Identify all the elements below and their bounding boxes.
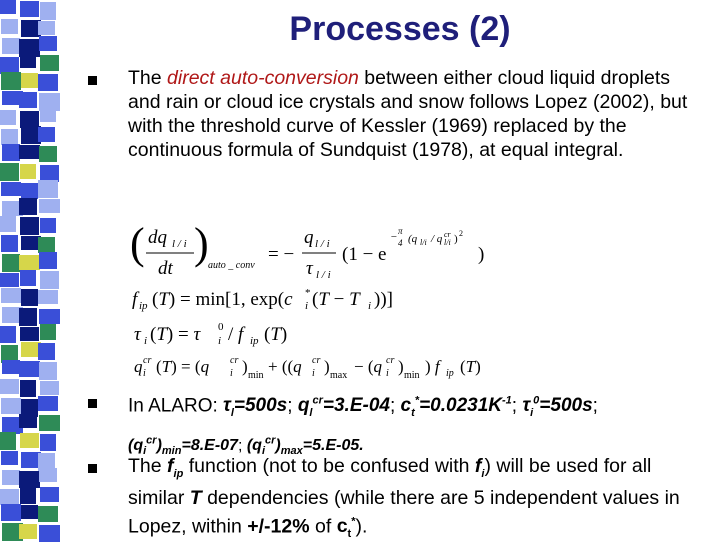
stripe-square	[20, 270, 36, 286]
stripe-square	[1, 451, 18, 465]
stripe-square	[19, 198, 37, 215]
stripe-square	[1, 129, 18, 145]
stripe-square	[39, 146, 57, 162]
stripe-square	[2, 470, 20, 485]
stripe-square	[38, 343, 55, 360]
stripe-square	[0, 110, 16, 125]
stripe-square	[38, 290, 58, 304]
stripe-square	[21, 289, 38, 306]
eq1-exp-close: )	[454, 233, 458, 245]
stripe-square	[40, 487, 59, 502]
eq1-equals: = −	[268, 244, 295, 265]
stripe-square	[38, 396, 58, 411]
stripe-square	[20, 380, 36, 397]
stripe-square	[0, 432, 16, 450]
eq1-dq: dq	[148, 227, 167, 248]
stripe-square	[20, 217, 39, 235]
eq1-q: q	[304, 227, 314, 248]
eq2-f-sub: ip	[139, 300, 148, 312]
eq1-auto-sub: auto _ conv	[208, 260, 255, 271]
bullet-1-highlight: direct auto-conversion	[167, 67, 359, 89]
eq3-tau0-sub: i	[218, 335, 222, 347]
stripe-square	[0, 489, 19, 505]
stripe-square	[20, 486, 36, 504]
stripe-square	[19, 524, 37, 539]
eq2-t-sub: i	[368, 300, 372, 312]
equations-block	[128, 216, 518, 386]
stripe-square	[39, 525, 60, 542]
eq4-ip: ip	[446, 368, 454, 379]
eq1-tail: (1 − e	[342, 244, 387, 265]
eq1-exp-pi: π	[398, 226, 403, 236]
eq4-max: max	[330, 370, 348, 381]
eq2-star: *	[305, 287, 311, 299]
stripe-square	[38, 506, 58, 522]
eq4-i4: i	[386, 368, 389, 379]
stripe-square	[1, 182, 21, 196]
eq4-min2: min	[404, 370, 420, 381]
eq1-dt: dt	[158, 258, 173, 279]
stripe-square	[20, 433, 39, 448]
bullet-3-text: The $f_{ip}$ function (not to be confused with $f_i$) will be used for all similar T dependencies (while there are 5 independent values in Lopez, within +/-12% of $c_t^*$).	[128, 455, 680, 541]
stripe-square	[39, 199, 60, 213]
stripe-square	[0, 379, 19, 394]
eq4-p2: )	[242, 357, 248, 376]
stripe-square	[0, 216, 16, 232]
bullet-marker	[88, 399, 97, 408]
stripe-square	[2, 360, 20, 374]
eq4-cr3: cr	[312, 355, 321, 366]
bullet-1-text	[128, 66, 688, 162]
eq2-close: ))]	[374, 289, 393, 310]
eq4-q: q	[134, 357, 143, 376]
stripe-square	[19, 414, 37, 428]
stripe-square	[2, 254, 20, 272]
stripe-square	[0, 163, 19, 181]
slide-title	[0, 10, 720, 49]
bullet-2-line-2: $(q_i^{cr})_{min}=8.E-07$; $(q_i^{cr})_{max}=5.E-05$.	[128, 435, 364, 458]
stripe-square	[40, 271, 59, 289]
stripe-square	[38, 180, 58, 198]
eq1-exp-qcr-sub: l/i	[444, 238, 451, 247]
stripe-square	[38, 127, 55, 142]
eq3-f-sub: ip	[250, 335, 259, 347]
eq4-body: (T) = (q	[156, 357, 210, 376]
stripe-square	[1, 288, 21, 303]
eq1-q-sub: l / i	[315, 238, 330, 250]
eq4-p7: ) f	[425, 357, 440, 376]
stripe-square	[38, 74, 58, 91]
stripe-square	[40, 55, 59, 71]
stripe-square	[39, 252, 57, 269]
eq1-exp-4: 4	[398, 238, 403, 248]
eq1-exp-qcr: / q	[431, 233, 443, 245]
eq2-c-sub: i	[305, 300, 309, 312]
eq4-cr4: cr	[386, 355, 395, 366]
bullet-marker	[88, 464, 97, 473]
stripe-square	[20, 164, 36, 179]
stripe-square	[40, 108, 56, 122]
bullet-marker	[88, 76, 97, 85]
stripe-square	[1, 504, 21, 521]
stripe-square	[19, 92, 37, 108]
stripe-square	[19, 361, 40, 377]
bullet-1-pre: The	[128, 67, 168, 89]
stripe-square	[1, 398, 21, 414]
eq4-cr: cr	[143, 355, 152, 366]
eq1-paren-right: )	[194, 219, 209, 268]
stripe-square	[40, 218, 56, 233]
bullet-1-post: between either cloud liquid droplets and rain or cloud ice crystals and snow follows Lopez (2002), but with the threshold curve of Kessler (1969) replaced by the continuous formula of Sundquist (1978), at equal integral.	[128, 67, 688, 161]
eq1-exp: −	[390, 231, 398, 243]
eq2-f: f	[132, 289, 138, 310]
eq4-p6: )	[398, 357, 404, 376]
eq1-exp-qcr-sup: cr	[444, 230, 451, 239]
eq3-zero: 0	[218, 321, 224, 333]
stripe-square	[39, 362, 57, 380]
eq4-p3: + ((q	[268, 357, 302, 376]
stripe-square	[20, 327, 39, 341]
eq1-close: )	[478, 244, 485, 265]
eq1-tau-sub: l / i	[316, 269, 331, 281]
stripe-square	[39, 415, 60, 431]
stripe-square	[39, 309, 60, 324]
eq4-cr2: cr	[230, 355, 239, 366]
eq4-i3: i	[312, 368, 315, 379]
eq4-i: i	[143, 368, 146, 379]
eq3-close: (T)	[264, 324, 288, 345]
bullet-2-text	[128, 389, 688, 464]
stripe-square	[0, 326, 16, 343]
stripe-square	[1, 72, 21, 90]
eq4-min: min	[248, 370, 264, 381]
decorative-stripe	[0, 0, 58, 540]
stripe-square	[40, 381, 59, 395]
bullet-2-line-1: In ALARO: $\tau_l=500s$; $q_l^{cr}=3.E-04$; $c_t^*=0.0231K^{-1}$; $\tau_i^0=500s$;	[128, 395, 598, 420]
stripe-square	[38, 237, 55, 253]
eq3-tau: τ	[134, 324, 141, 345]
stripe-square	[40, 434, 56, 451]
eq3-tau-sub: i	[144, 335, 148, 347]
eq4-p8: (T)	[460, 357, 481, 376]
eq1-tau: τ	[306, 258, 313, 279]
stripe-square	[40, 324, 56, 340]
stripe-square	[1, 235, 18, 252]
stripe-square	[2, 144, 20, 161]
eq1-exp-q: (q	[408, 233, 418, 245]
eq2-tail: (T − T	[312, 289, 360, 310]
eq1-exp-q-sub: l/i	[420, 238, 427, 247]
stripe-square	[19, 145, 40, 159]
eq1-exp-sq: 2	[459, 229, 463, 238]
stripe-square	[21, 183, 38, 199]
eq4-p4: )	[324, 357, 330, 376]
eq1-paren-left: (	[130, 219, 145, 268]
stripe-square	[21, 73, 38, 88]
stripe-square	[39, 468, 57, 482]
stripe-square	[20, 54, 36, 68]
eq1-dq-sub: l / i	[172, 238, 187, 250]
eq2-body: (T) = min[1, exp(c	[152, 289, 293, 310]
stripe-square	[19, 255, 40, 270]
eq4-i2: i	[230, 368, 233, 379]
stripe-square	[0, 273, 19, 287]
eq3-div: / f	[228, 324, 244, 345]
slide-title-text: Processes (2)	[289, 10, 511, 48]
stripe-square	[19, 308, 37, 326]
eq3-body: (T) = τ	[150, 324, 201, 345]
eq4-p5: − (q	[354, 357, 382, 376]
stripe-square	[21, 505, 38, 519]
